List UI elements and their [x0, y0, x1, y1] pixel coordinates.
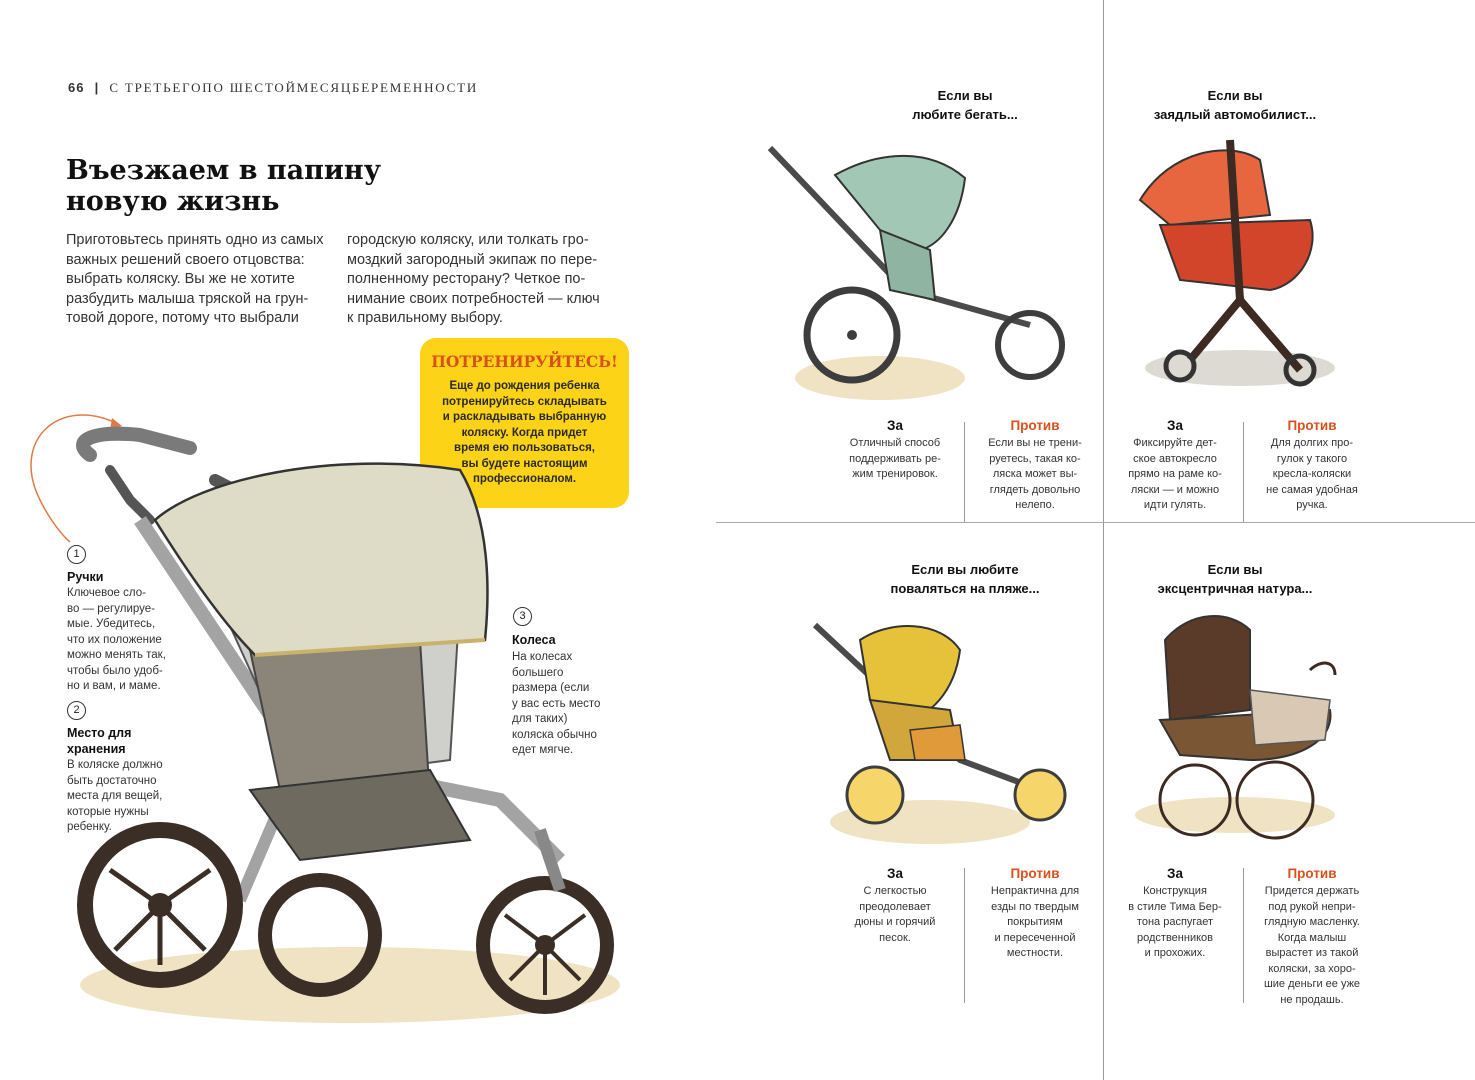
- pro-label-beach: За: [887, 866, 903, 881]
- text-line: Если вы не трени-: [988, 437, 1082, 449]
- text-line: нелепо.: [1015, 499, 1055, 511]
- intro-line: Приготовьтесь принять одно из самых: [66, 232, 324, 248]
- callout-title: ПОТРЕНИРУЙТЕСЬ!: [431, 352, 618, 371]
- label-line: чтобы было удоб-: [67, 664, 163, 677]
- intro-line: к правильному выбору.: [347, 310, 503, 326]
- heading-line: Если вы любите: [911, 562, 1019, 577]
- con-text-beach: [975, 884, 1095, 962]
- heading-line: Если вы: [1207, 88, 1263, 103]
- text-line: шие деньги ее уже: [1263, 978, 1361, 990]
- text-line: родственников: [1137, 931, 1213, 944]
- text-line: Придется держать: [1264, 885, 1360, 897]
- label-line: можно менять так,: [67, 649, 166, 661]
- pro-text-eccentric: [1115, 884, 1235, 962]
- label-line: у вас есть место: [512, 697, 601, 710]
- text-line: дюны и горячий: [854, 916, 936, 928]
- text-line: ское автокресло: [1133, 452, 1217, 465]
- text-line: не продашь.: [1280, 993, 1344, 1006]
- pro-text-beach: [835, 884, 955, 946]
- label-line: едет мягче.: [512, 744, 574, 756]
- con-text-eccentric: [1252, 884, 1372, 1008]
- con-label-running: Против: [1010, 418, 1060, 433]
- con-text-running: [975, 436, 1095, 514]
- label-line: быть достаточно: [67, 774, 157, 787]
- hub: [847, 330, 857, 340]
- label-line: мые. Убедитесь,: [67, 618, 156, 630]
- intro-line: нимание своих потребностей — ключ: [347, 290, 600, 307]
- heading-line: эксцентричная натура...: [1157, 581, 1313, 596]
- callout-line: коляску. Когда придет: [461, 426, 588, 439]
- label-line: которые нужны: [67, 805, 149, 818]
- con-text-driver: [1252, 436, 1372, 514]
- text-line: и прохожих.: [1144, 947, 1206, 959]
- text-line: Когда малыш: [1277, 931, 1347, 944]
- text-line: вырастет из такой: [1265, 947, 1359, 959]
- text-line: глядеть довольно: [989, 483, 1081, 496]
- vintage-pram: [1135, 616, 1335, 838]
- text-line: глядную масленку.: [1264, 916, 1360, 928]
- intro-line: разбудить малыша тряской на грун-: [66, 290, 309, 307]
- text-line: Фиксируйте дет-: [1133, 437, 1217, 449]
- page-title-line-2: новую жизнь: [66, 186, 280, 217]
- car-seat-stroller: [1140, 140, 1335, 386]
- text-line: гулок у такого: [1276, 452, 1348, 465]
- label-line: что их положение: [67, 633, 162, 646]
- label-line: Ключевое сло-: [67, 587, 146, 599]
- text-line: жим тренировок.: [852, 468, 938, 480]
- callout-line: профессионалом.: [472, 473, 577, 485]
- chapter-title: С ТРЕТЬЕГОПО ШЕСТОЙМЕСЯЦБЕРЕМЕННОСТИ: [109, 80, 479, 95]
- text-line: С легкостью: [863, 885, 927, 897]
- page-title-line-1: Въезжаем в папину: [66, 155, 381, 186]
- text-line: прямо на раме ко-: [1128, 468, 1222, 480]
- text-line: езды по твердым: [991, 900, 1079, 913]
- pro-label-running: За: [887, 418, 903, 433]
- label-number-2: 2: [67, 701, 86, 720]
- text-line: и пересеченной: [994, 931, 1076, 944]
- intro-line: товой дороге, потому что выбрали: [66, 310, 299, 326]
- header-separator: |: [94, 80, 100, 95]
- text-line: кресла-коляски: [1272, 468, 1352, 480]
- label-number-3: 3: [513, 607, 532, 626]
- label-line: На колесах: [512, 651, 573, 663]
- text-line: не самая удобная: [1266, 483, 1358, 496]
- text-line: ручка.: [1296, 499, 1328, 511]
- label-line: для таких): [512, 713, 568, 725]
- label-line: но и вам, и маме.: [67, 680, 161, 692]
- pro-label-driver: За: [1167, 418, 1183, 433]
- heading-line: Если вы: [937, 88, 993, 103]
- label-line: коляска обычно: [512, 728, 597, 741]
- callout-line: Еще до рождения ребенка: [449, 380, 600, 392]
- text-line: ляска может вы-: [992, 468, 1078, 480]
- callout-line: время ею пользоваться,: [454, 442, 595, 454]
- label-title-wheels: Колеса: [512, 633, 556, 647]
- con-label-beach: Против: [1010, 866, 1060, 881]
- text-line: под рукой непри-: [1268, 900, 1356, 913]
- heading-line: Если вы: [1207, 562, 1263, 577]
- text-line: песок.: [879, 931, 911, 944]
- label-title-line: хранения: [67, 742, 126, 756]
- intro-line: важных решений своего отцовства:: [66, 251, 305, 268]
- callout-line: потренируйтесь складывать: [442, 395, 607, 408]
- con-label-driver: Против: [1287, 418, 1337, 433]
- text-line: преодолевает: [859, 900, 931, 913]
- label-line: размера (если: [512, 682, 590, 694]
- pro-label-eccentric: За: [1167, 866, 1183, 881]
- front-wheel: [1015, 770, 1065, 820]
- text-line: руетесь, такая ко-: [989, 452, 1081, 465]
- blanket: [1250, 690, 1330, 745]
- page-number: 66: [68, 80, 85, 95]
- intro-line: выбрать коляску. Вы же не хотите: [66, 271, 295, 287]
- text-line: Отличный способ: [849, 437, 941, 449]
- text-line: покрытиям: [1007, 916, 1063, 928]
- text-line: в стиле Тима Бер-: [1128, 900, 1222, 913]
- text-line: тона распугает: [1136, 916, 1214, 928]
- label-title-line: Место для: [67, 726, 132, 740]
- label-line: В коляске должно: [67, 759, 163, 771]
- rear-wheel: [847, 767, 903, 823]
- handle: [1310, 663, 1335, 675]
- text-line: местности.: [1006, 947, 1064, 959]
- label-title-handles: Ручки: [67, 570, 104, 584]
- beach-stroller: [815, 625, 1065, 844]
- label-line: места для вещей,: [67, 790, 163, 802]
- running-stroller: [770, 148, 1062, 400]
- label-line: ребенку.: [67, 821, 112, 833]
- intro-line: городскую коляску, или толкать гро-: [347, 232, 589, 248]
- pro-text-running: [835, 436, 955, 483]
- pro-text-driver: [1115, 436, 1235, 514]
- heading-line: заядлый автомобилист...: [1153, 107, 1317, 122]
- text-line: Для долгих про-: [1270, 437, 1354, 449]
- text-line: коляски, за хоро-: [1268, 962, 1356, 975]
- label-line: во — регулируе-: [67, 602, 155, 615]
- text-line: Непрактична для: [990, 885, 1080, 897]
- text-line: идти гулять.: [1143, 499, 1207, 511]
- callout-line: и раскладывать выбранную: [442, 411, 607, 423]
- label-line: большего: [512, 666, 564, 679]
- heading-line: любите бегать...: [912, 107, 1018, 122]
- heading-line: поваляться на пляже...: [890, 581, 1040, 596]
- label-number-1: 1: [67, 545, 86, 564]
- callout-line: вы будете настоящим: [461, 457, 588, 470]
- text-line: поддерживать ре-: [849, 452, 941, 465]
- car-seat-canopy: [1140, 150, 1270, 225]
- hood: [1165, 616, 1250, 720]
- basket-bag: [910, 725, 965, 760]
- con-label-eccentric: Против: [1287, 866, 1337, 881]
- text-line: ляски — и можно: [1130, 483, 1220, 496]
- intro-line: моздкий загородный экипаж по пере-: [347, 251, 598, 268]
- text-line: Конструкция: [1143, 885, 1207, 897]
- intro-line: полненному ресторану? Четкое по-: [347, 271, 586, 287]
